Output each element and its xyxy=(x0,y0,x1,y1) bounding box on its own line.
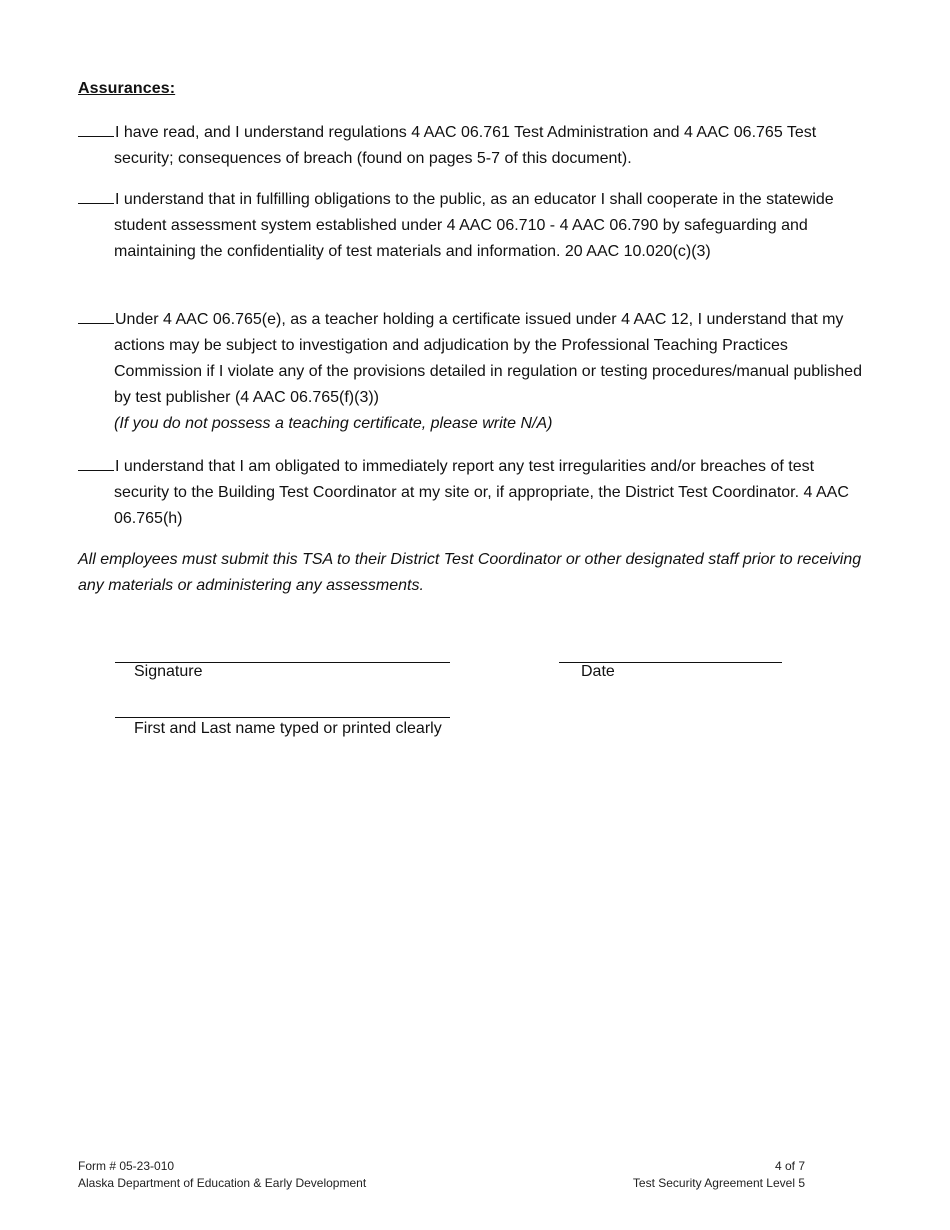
signature-label: Signature xyxy=(134,663,203,680)
initial-blank[interactable] xyxy=(78,186,114,204)
assurance-text: Under 4 AAC 06.765(e), as a teacher holding a certificate issued under 4 AAC 12, I understand that my actions may be subject to investigation and adjudication by the Professional Teaching Practices Commission if I violate any of the provisions detailed in regulation or testing procedures/manual published by test publisher (4 AAC 06.765(f)(3)) xyxy=(114,311,862,406)
printed-name-line[interactable] xyxy=(115,717,450,718)
assurance-text: I understand that in fulfilling obligations to the public, as an educator I shall cooperate in the statewide student assessment system established under 4 AAC 06.710 - 4 AAC 06.790 by safeguarding and maintaining the confidentiality of test materials and information. 20 AAC 10.020(c)(3) xyxy=(114,191,834,260)
form-number: Form # 05-23-010 xyxy=(78,1159,175,1173)
initial-blank[interactable] xyxy=(78,119,114,137)
assurance-item xyxy=(78,186,868,265)
assurance-text: I understand that I am obligated to immediately report any test irregularities and/or breaches of test security to the Building Test Coordinator at my site or, if appropriate, the District Test Coordinator. 4 AAC 06.765(h) xyxy=(114,458,849,527)
footer-left xyxy=(78,1158,366,1192)
assurances-heading: Assurances: xyxy=(78,80,176,97)
printed-name-label: First and Last name typed or printed clearly xyxy=(134,720,442,737)
assurance-item xyxy=(78,306,868,437)
footer-right xyxy=(560,1158,805,1192)
submission-instruction: All employees must submit this TSA to their District Test Coordinator or other designated staff prior to receiving any materials or administering any assessments. xyxy=(78,551,862,594)
document-title: Test Security Agreement Level 5 xyxy=(632,1176,805,1190)
assurance-item xyxy=(78,453,868,532)
department-name: Alaska Department of Education & Early Development xyxy=(78,1176,367,1190)
assurance-text: I have read, and I understand regulations 4 AAC 06.761 Test Administration and 4 AAC 06.765 Test security; consequences of breach (found on pages 5-7 of this document). xyxy=(114,124,817,167)
assurance-item xyxy=(78,119,868,172)
initial-blank[interactable] xyxy=(78,453,114,471)
assurance-note: (If you do not possess a teaching certificate, please write N/A) xyxy=(114,415,553,432)
page-number: 4 of 7 xyxy=(774,1159,805,1173)
date-label: Date xyxy=(581,663,615,680)
initial-blank[interactable] xyxy=(78,306,114,324)
